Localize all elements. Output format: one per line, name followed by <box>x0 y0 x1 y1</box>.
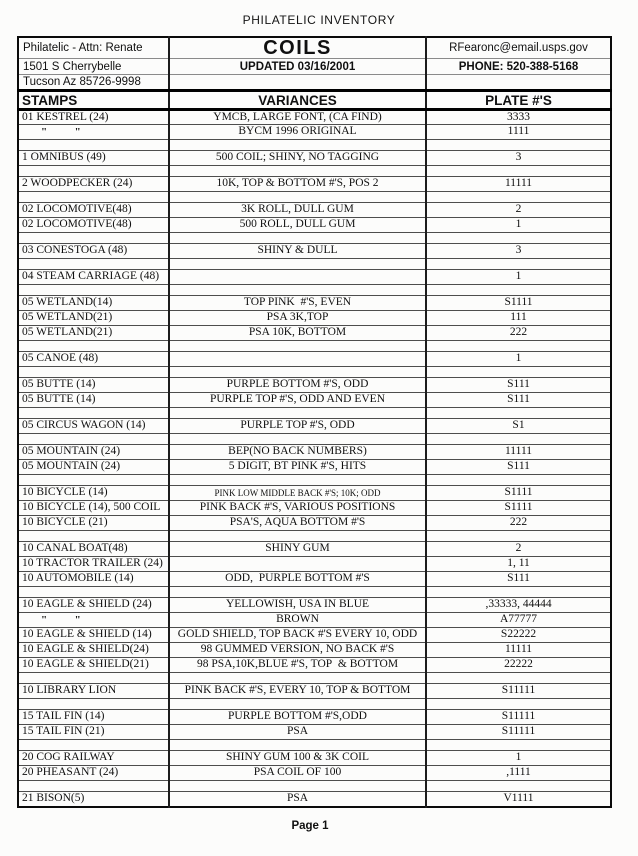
plate-cell: S111 <box>426 460 611 475</box>
plate-cell: S11111 <box>426 725 611 740</box>
separator-cell <box>426 434 611 445</box>
variance-cell: PSA 3K,TOP <box>169 311 426 326</box>
plate-cell: 222 <box>426 516 611 531</box>
table-row <box>18 460 611 475</box>
variance-cell: PSA 10K, BOTTOM <box>169 326 426 341</box>
stamp-cell: 10 CANAL BOAT(48) <box>18 542 169 557</box>
table-row <box>18 598 611 613</box>
stamp-cell: 03 CONESTOGA (48) <box>18 244 169 259</box>
header-phone: PHONE: 520-388-5168 <box>426 59 611 75</box>
page-number: Page 1 <box>291 820 329 832</box>
table-row <box>18 658 611 673</box>
variance-cell: 10K, TOP & BOTTOM #'S, POS 2 <box>169 177 426 192</box>
variance-cell: YELLOWISH, USA IN BLUE <box>169 598 426 613</box>
stamp-cell: 05 WETLAND(21) <box>18 311 169 326</box>
column-header-stamps: STAMPS <box>18 91 169 110</box>
column-header-row <box>18 91 611 110</box>
separator-cell <box>169 166 426 177</box>
separator-cell <box>169 740 426 751</box>
separator-row <box>18 531 611 542</box>
variance-cell: TOP PINK #'S, EVEN <box>169 296 426 311</box>
plate-cell: 3 <box>426 244 611 259</box>
plate-cell: 222 <box>426 326 611 341</box>
table-row <box>18 557 611 572</box>
table-row <box>18 572 611 587</box>
stamp-cell: 10 EAGLE & SHIELD(21) <box>18 658 169 673</box>
plate-cell: 22222 <box>426 658 611 673</box>
inventory-rows <box>18 110 611 807</box>
table-row <box>18 486 611 501</box>
plate-cell: S1 <box>426 419 611 434</box>
inventory-table <box>17 36 612 808</box>
variance-cell: YMCB, LARGE FONT, (CA FIND) <box>169 110 426 125</box>
variance-cell: 3K ROLL, DULL GUM <box>169 203 426 218</box>
column-header-plates: PLATE #'S <box>426 91 611 110</box>
stamp-cell: 05 CIRCUS WAGON (14) <box>18 419 169 434</box>
separator-cell <box>18 166 169 177</box>
plate-cell: S1111 <box>426 486 611 501</box>
variance-cell <box>169 270 426 285</box>
table-row <box>18 378 611 393</box>
variance-cell: BROWN <box>169 613 426 628</box>
stamp-cell: 21 BISON(5) <box>18 792 169 807</box>
plate-cell: 111 <box>426 311 611 326</box>
plate-cell: 1, 11 <box>426 557 611 572</box>
stamp-cell: 04 STEAM CARRIAGE (48) <box>18 270 169 285</box>
separator-cell <box>169 673 426 684</box>
separator-cell <box>18 259 169 270</box>
separator-row <box>18 408 611 419</box>
plate-cell: S111 <box>426 393 611 408</box>
separator-cell <box>169 341 426 352</box>
table-row <box>18 542 611 557</box>
plate-cell: S111 <box>426 572 611 587</box>
separator-cell <box>426 192 611 203</box>
table-row <box>18 393 611 408</box>
table-row <box>18 203 611 218</box>
separator-cell <box>18 408 169 419</box>
separator-cell <box>18 475 169 486</box>
separator-cell <box>169 408 426 419</box>
separator-cell <box>169 192 426 203</box>
stamp-cell: 20 COG RAILWAY <box>18 751 169 766</box>
plate-cell: S1111 <box>426 296 611 311</box>
table-row <box>18 125 611 140</box>
variance-cell: SHINY GUM 100 & 3K COIL <box>169 751 426 766</box>
stamp-cell: 15 TAIL FIN (21) <box>18 725 169 740</box>
separator-cell <box>169 259 426 270</box>
separator-cell <box>426 587 611 598</box>
separator-row <box>18 475 611 486</box>
variance-cell: 98 GUMMED VERSION, NO BACK #'S <box>169 643 426 658</box>
separator-cell <box>426 233 611 244</box>
separator-row <box>18 740 611 751</box>
stamp-cell: 10 AUTOMOBILE (14) <box>18 572 169 587</box>
separator-cell <box>18 781 169 792</box>
table-row <box>18 445 611 460</box>
header-address-line2: 1501 S Cherrybelle <box>18 59 169 75</box>
stamp-cell: " " <box>18 125 169 140</box>
separator-row <box>18 587 611 598</box>
stamp-cell: 10 EAGLE & SHIELD (24) <box>18 598 169 613</box>
separator-cell <box>426 166 611 177</box>
separator-cell <box>169 699 426 710</box>
separator-cell <box>18 367 169 378</box>
separator-cell <box>169 285 426 296</box>
table-row <box>18 326 611 341</box>
plate-cell: 1 <box>426 352 611 367</box>
table-row <box>18 218 611 233</box>
table-row <box>18 151 611 166</box>
plate-cell: ,1111 <box>426 766 611 781</box>
separator-cell <box>18 233 169 244</box>
table-row <box>18 296 611 311</box>
variance-cell <box>169 352 426 367</box>
plate-cell: 11111 <box>426 643 611 658</box>
separator-row <box>18 259 611 270</box>
table-row <box>18 613 611 628</box>
separator-cell <box>169 367 426 378</box>
stamp-cell: 10 LIBRARY LION <box>18 684 169 699</box>
plate-cell: 3333 <box>426 110 611 125</box>
plate-cell: 11111 <box>426 445 611 460</box>
plate-cell: V1111 <box>426 792 611 807</box>
separator-cell <box>426 285 611 296</box>
header-row-2 <box>18 59 611 75</box>
header-coils-title: COILS <box>169 37 426 59</box>
variance-cell: PSA <box>169 725 426 740</box>
plate-cell: S11111 <box>426 710 611 725</box>
separator-row <box>18 434 611 445</box>
table-row <box>18 311 611 326</box>
stamp-cell: 15 TAIL FIN (14) <box>18 710 169 725</box>
variance-cell: PSA'S, AQUA BOTTOM #'S <box>169 516 426 531</box>
plate-cell: 1 <box>426 218 611 233</box>
separator-cell <box>18 740 169 751</box>
stamp-cell: 05 MOUNTAIN (24) <box>18 460 169 475</box>
variance-cell: PINK LOW MIDDLE BACK #'S; 10K; ODD <box>169 486 426 501</box>
variance-cell: BEP(NO BACK NUMBERS) <box>169 445 426 460</box>
header-address-line3: Tucson Az 85726-9998 <box>18 75 169 91</box>
separator-row <box>18 233 611 244</box>
variance-cell: SHINY GUM <box>169 542 426 557</box>
stamp-cell: 05 MOUNTAIN (24) <box>18 445 169 460</box>
plate-cell: 11111 <box>426 177 611 192</box>
stamp-cell: 10 BICYCLE (14), 500 COIL <box>18 501 169 516</box>
separator-cell <box>18 531 169 542</box>
variance-cell: 500 ROLL, DULL GUM <box>169 218 426 233</box>
variance-cell: PURPLE TOP #'S, ODD <box>169 419 426 434</box>
separator-cell <box>426 259 611 270</box>
table-row <box>18 419 611 434</box>
separator-cell <box>426 367 611 378</box>
column-header-variances: VARIANCES <box>169 91 426 110</box>
stamp-cell: " " <box>18 613 169 628</box>
table-row <box>18 643 611 658</box>
separator-cell <box>169 140 426 151</box>
table-row <box>18 792 611 807</box>
separator-cell <box>426 531 611 542</box>
separator-cell <box>18 285 169 296</box>
separator-cell <box>426 781 611 792</box>
separator-cell <box>426 408 611 419</box>
separator-row <box>18 781 611 792</box>
stamp-cell: 05 BUTTE (14) <box>18 393 169 408</box>
stamp-cell: 10 EAGLE & SHIELD (14) <box>18 628 169 643</box>
variance-cell: 500 COIL; SHINY, NO TAGGING <box>169 151 426 166</box>
table-row <box>18 270 611 285</box>
table-row <box>18 751 611 766</box>
plate-cell: 2 <box>426 542 611 557</box>
variance-cell: PSA <box>169 792 426 807</box>
variance-cell: PSA COIL OF 100 <box>169 766 426 781</box>
variance-cell: BYCM 1996 ORIGINAL <box>169 125 426 140</box>
variance-cell <box>169 557 426 572</box>
separator-cell <box>18 673 169 684</box>
stamp-cell: 10 TRACTOR TRAILER (24) <box>18 557 169 572</box>
header-updated-date: UPDATED 03/16/2001 <box>169 59 426 75</box>
table-row <box>18 516 611 531</box>
variance-cell: SHINY & DULL <box>169 244 426 259</box>
separator-cell <box>18 192 169 203</box>
table-row <box>18 766 611 781</box>
separator-cell <box>169 531 426 542</box>
stamp-cell: 01 KESTREL (24) <box>18 110 169 125</box>
plate-cell: S111 <box>426 378 611 393</box>
stamp-cell: 2 WOODPECKER (24) <box>18 177 169 192</box>
separator-cell <box>18 341 169 352</box>
variance-cell: PURPLE TOP #'S, ODD AND EVEN <box>169 393 426 408</box>
separator-cell <box>426 699 611 710</box>
stamp-cell: 02 LOCOMOTIVE(48) <box>18 218 169 233</box>
table-row <box>18 725 611 740</box>
header-row-1 <box>18 37 611 59</box>
variance-cell: ODD, PURPLE BOTTOM #'S <box>169 572 426 587</box>
stamp-cell: 05 WETLAND(21) <box>18 326 169 341</box>
plate-cell: 1 <box>426 751 611 766</box>
separator-cell <box>169 475 426 486</box>
inventory-header <box>18 37 611 110</box>
separator-row <box>18 341 611 352</box>
table-row <box>18 501 611 516</box>
separator-cell <box>18 140 169 151</box>
separator-cell <box>18 434 169 445</box>
stamp-cell: 05 WETLAND(14) <box>18 296 169 311</box>
separator-row <box>18 166 611 177</box>
separator-cell <box>169 434 426 445</box>
header-empty-cell <box>169 75 426 91</box>
table-row <box>18 244 611 259</box>
stamp-cell: 05 CANOE (48) <box>18 352 169 367</box>
header-email: RFearonc@email.usps.gov <box>426 37 611 59</box>
separator-row <box>18 367 611 378</box>
variance-cell: PINK BACK #'S, EVERY 10, TOP & BOTTOM <box>169 684 426 699</box>
separator-row <box>18 285 611 296</box>
table-row <box>18 684 611 699</box>
table-row <box>18 710 611 725</box>
separator-row <box>18 673 611 684</box>
table-row <box>18 352 611 367</box>
plate-cell: 2 <box>426 203 611 218</box>
separator-cell <box>426 140 611 151</box>
stamp-cell: 1 OMNIBUS (49) <box>18 151 169 166</box>
plate-cell: 1 <box>426 270 611 285</box>
plate-cell: S11111 <box>426 684 611 699</box>
plate-cell: ,33333, 44444 <box>426 598 611 613</box>
separator-cell <box>426 341 611 352</box>
plate-cell: A77777 <box>426 613 611 628</box>
separator-row <box>18 699 611 710</box>
variance-cell: PINK BACK #'S, VARIOUS POSITIONS <box>169 501 426 516</box>
header-address-line1: Philatelic - Attn: Renate <box>18 37 169 59</box>
variance-cell: PURPLE BOTTOM #'S, ODD <box>169 378 426 393</box>
separator-cell <box>18 587 169 598</box>
plate-cell: 1111 <box>426 125 611 140</box>
separator-cell <box>426 673 611 684</box>
plate-cell: S22222 <box>426 628 611 643</box>
separator-cell <box>426 740 611 751</box>
header-empty-cell <box>426 75 611 91</box>
variance-cell: GOLD SHIELD, TOP BACK #'S EVERY 10, ODD <box>169 628 426 643</box>
variance-cell: 5 DIGIT, BT PINK #'S, HITS <box>169 460 426 475</box>
separator-row <box>18 192 611 203</box>
table-row <box>18 110 611 125</box>
header-row-3 <box>18 75 611 91</box>
variance-cell: PURPLE BOTTOM #'S,ODD <box>169 710 426 725</box>
separator-cell <box>18 699 169 710</box>
separator-cell <box>169 587 426 598</box>
document-title: PHILATELIC INVENTORY <box>242 13 396 27</box>
separator-cell <box>426 475 611 486</box>
plate-cell: S1111 <box>426 501 611 516</box>
stamp-cell: 20 PHEASANT (24) <box>18 766 169 781</box>
separator-cell <box>169 233 426 244</box>
stamp-cell: 10 EAGLE & SHIELD(24) <box>18 643 169 658</box>
table-row <box>18 628 611 643</box>
stamp-cell: 10 BICYCLE (14) <box>18 486 169 501</box>
stamp-cell: 10 BICYCLE (21) <box>18 516 169 531</box>
stamp-cell: 02 LOCOMOTIVE(48) <box>18 203 169 218</box>
variance-cell: 98 PSA,10K,BLUE #'S, TOP & BOTTOM <box>169 658 426 673</box>
stamp-cell: 05 BUTTE (14) <box>18 378 169 393</box>
table-row <box>18 177 611 192</box>
separator-cell <box>169 781 426 792</box>
separator-row <box>18 140 611 151</box>
plate-cell: 3 <box>426 151 611 166</box>
